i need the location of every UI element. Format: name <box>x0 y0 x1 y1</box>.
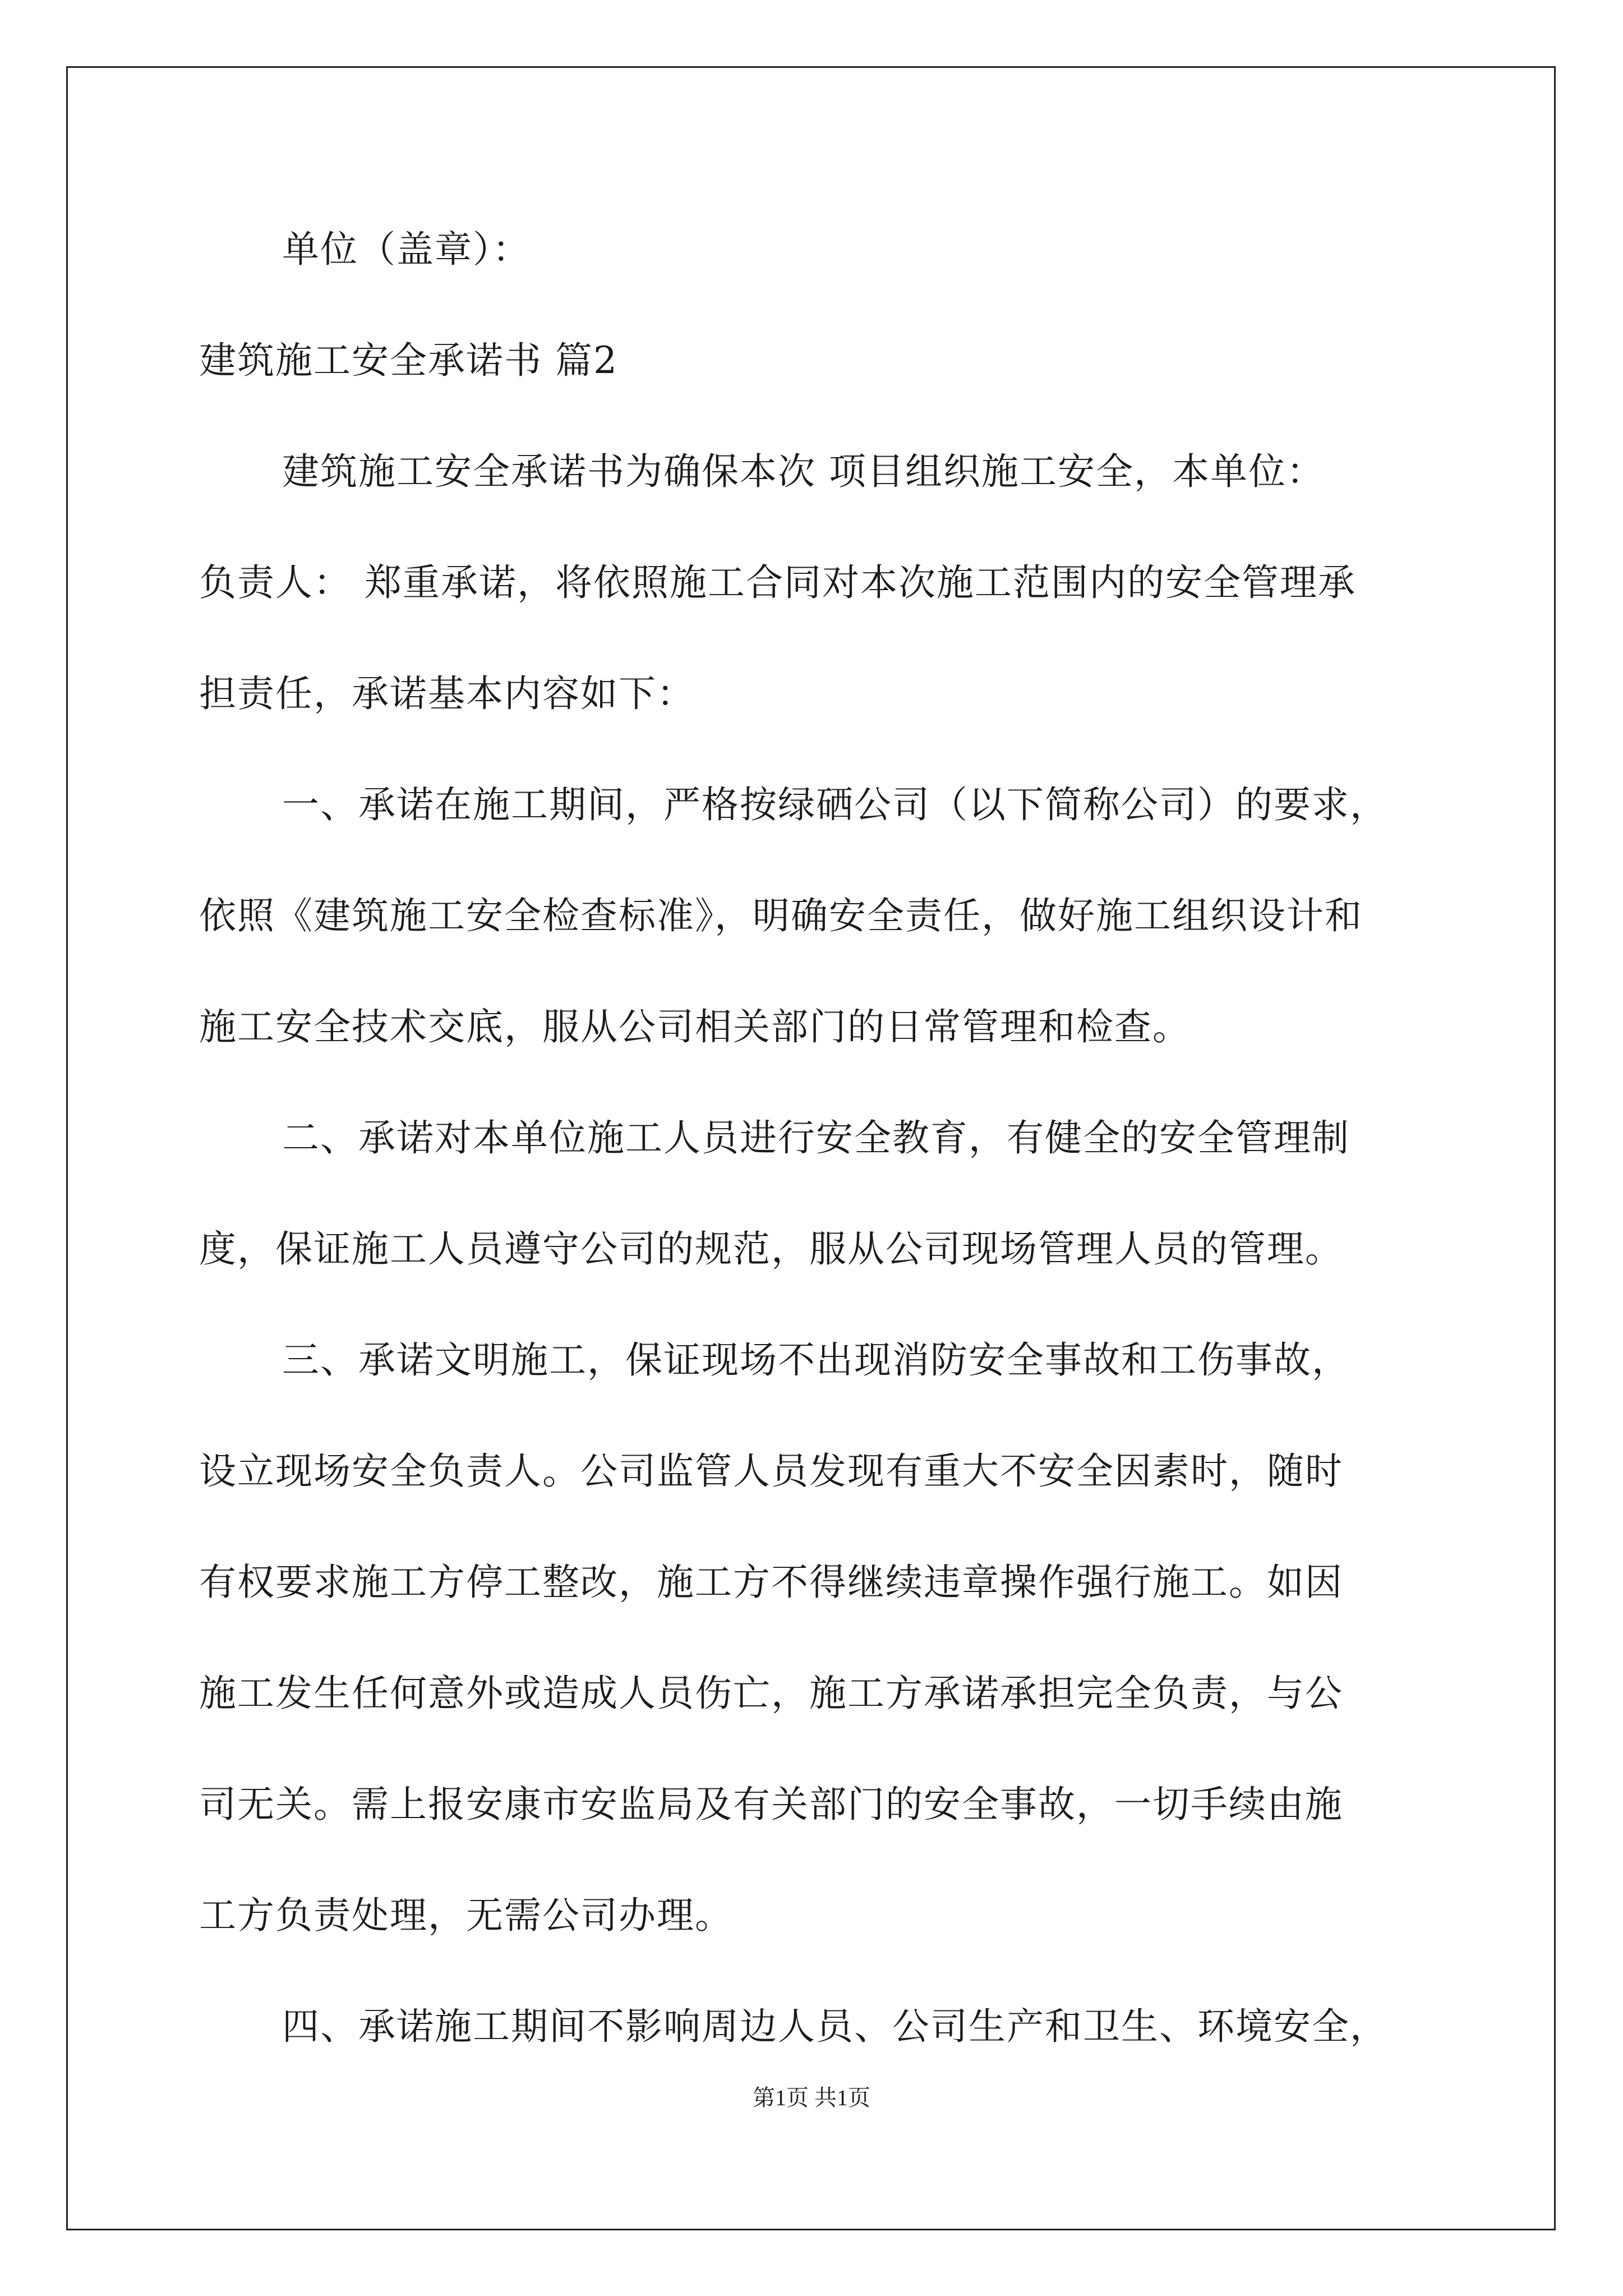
section-heading: 建筑施工安全承诺书 篇2 <box>199 339 618 382</box>
text-line: 建筑施工安全承诺书为确保本次 项目组织施工安全，本单位： <box>282 450 1325 493</box>
text-line: 依照《建筑施工安全检查标准》，明确安全责任，做好施工组织设计和 <box>199 894 1363 937</box>
text-line: 施工安全技术交底，服从公司相关部门的日常管理和检查。 <box>199 1005 1191 1048</box>
text-line: 四、承诺施工期间不影响周边人员、公司生产和卫生、环境安全， <box>282 2005 1388 2048</box>
text-line: 度，保证施工人员遵守公司的规范，服从公司现场管理人员的管理。 <box>199 1227 1343 1271</box>
text-line: 施工发生任何意外或造成人员伤亡，施工方承诺承担完全负责，与公 <box>199 1672 1343 1715</box>
text-line: 担责任，承诺基本内容如下： <box>199 672 695 715</box>
text-line: 设立现场安全负责人。公司监管人员发现有重大不安全因素时，随时 <box>199 1450 1343 1493</box>
text-line: 二、承诺对本单位施工人员进行安全教育，有健全的安全管理制 <box>282 1116 1350 1159</box>
document-body <box>199 213 1433 2101</box>
text-line: 工方负责处理，无需公司办理。 <box>199 1894 733 1937</box>
page-footer: 第1页 共1页 <box>753 2085 870 2110</box>
text-line: 三、承诺文明施工，保证现场不出现消防安全事故和工伤事故， <box>282 1338 1350 1382</box>
text-line: 一、承诺在施工期间，严格按绿硒公司（以下简称公司）的要求， <box>282 783 1388 826</box>
text-line: 单位（盖章）： <box>282 228 531 271</box>
text-line: 司无关。需上报安康市安监局及有关部门的安全事故，一切手续由施 <box>199 1783 1343 1826</box>
text-line: 有权要求施工方停工整改，施工方不得继续违章操作强行施工。如因 <box>199 1561 1343 1604</box>
text-line: 负责人： 郑重承诺，将依照施工合同对本次施工范围内的安全管理承 <box>199 561 1356 604</box>
